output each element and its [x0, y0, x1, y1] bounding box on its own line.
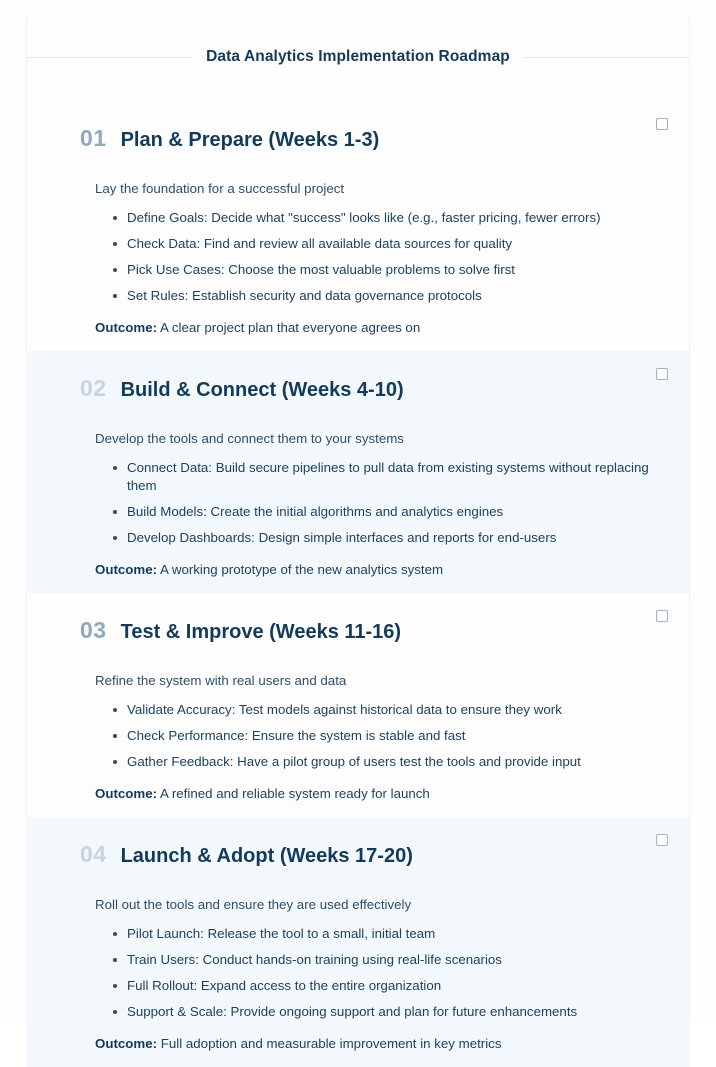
outcome-label: Outcome:: [95, 1035, 158, 1051]
phase-bullet-list: [80, 209, 660, 305]
phase-number: 03: [80, 617, 107, 644]
phase-title: Test & Improve (Weeks 11-16): [120, 621, 402, 644]
list-item: Full Rollout: Expand access to the entire organization: [113, 977, 660, 995]
phase-subtitle: Roll out the tools and ensure they are used effectively: [95, 896, 412, 912]
phase-subtitle: Lay the foundation for a successful project: [95, 180, 345, 196]
phase-header: [80, 829, 660, 884]
page-title: Data Analytics Implementation Roadmap: [206, 48, 510, 66]
list-item: Validate Accuracy: Test models against historical data to ensure they work: [113, 701, 660, 719]
list-item: Define Goals: Decide what "success" looks like (e.g., faster pricing, fewer errors): [113, 209, 660, 227]
list-item: Check Performance: Ensure the system is stable and fast: [113, 727, 660, 745]
phase-title: Launch & Adopt (Weeks 17-20): [120, 845, 413, 868]
phase-bullet-list: [80, 701, 660, 771]
phase-number: 02: [80, 375, 107, 402]
phase-header: [80, 605, 660, 660]
phase-title: Build & Connect (Weeks 4-10): [120, 379, 404, 402]
phase-outcome: [95, 786, 660, 801]
phase-outcome: [95, 1036, 660, 1051]
phase-number: 04: [80, 841, 107, 868]
phase-section: [26, 101, 690, 351]
list-item: Pick Use Cases: Choose the most valuable problems to solve first: [113, 261, 660, 279]
phase-title: Plan & Prepare (Weeks 1-3): [120, 129, 380, 152]
list-item: Pilot Launch: Release the tool to a small, initial team: [113, 925, 660, 943]
phase-checkbox[interactable]: [656, 118, 668, 130]
phase-section: [26, 593, 690, 817]
phase-bullet-list: [80, 925, 660, 1021]
phase-section: [26, 351, 690, 593]
list-item: Check Data: Find and review all available data sources for quality: [113, 235, 660, 253]
outcome-text: Full adoption and measurable improvement in key metrics: [160, 1035, 502, 1051]
phase-section: [26, 817, 690, 1067]
list-item: Build Models: Create the initial algorithms and analytics engines: [113, 503, 660, 521]
list-item: Gather Feedback: Have a pilot group of users test the tools and provide input: [113, 753, 660, 771]
phase-checkbox[interactable]: [656, 834, 668, 846]
title-rule-right: [524, 57, 690, 58]
outcome-label: Outcome:: [95, 561, 158, 577]
outcome-label: Outcome:: [95, 319, 158, 335]
list-item: Support & Scale: Provide ongoing support and plan for future enhancements: [113, 1003, 660, 1021]
list-item: Develop Dashboards: Design simple interfaces and reports for end-users: [113, 529, 660, 547]
document-title-row: [26, 0, 690, 77]
phase-header: [80, 113, 660, 168]
title-rule-left: [26, 57, 192, 58]
phase-checkbox[interactable]: [656, 368, 668, 380]
list-item: Train Users: Conduct hands-on training using real-life scenarios: [113, 951, 660, 969]
phase-checkbox[interactable]: [656, 610, 668, 622]
phase-bullet-list: [80, 459, 660, 547]
list-item: Set Rules: Establish security and data governance protocols: [113, 287, 660, 305]
phase-header: [80, 363, 660, 418]
outcome-label: Outcome:: [95, 785, 158, 801]
outcome-text: A working prototype of the new analytics system: [160, 561, 444, 577]
outcome-text: A clear project plan that everyone agrees on: [160, 319, 421, 335]
list-item: Connect Data: Build secure pipelines to pull data from existing systems without replacing them: [113, 459, 660, 495]
phase-outcome: [95, 562, 660, 577]
phase-subtitle: Refine the system with real users and data: [95, 672, 347, 688]
phase-list: [26, 101, 690, 1067]
outcome-text: A refined and reliable system ready for launch: [160, 785, 430, 801]
phase-outcome: [95, 320, 660, 335]
phase-subtitle: Develop the tools and connect them to your systems: [95, 430, 404, 446]
phase-number: 01: [80, 125, 107, 152]
